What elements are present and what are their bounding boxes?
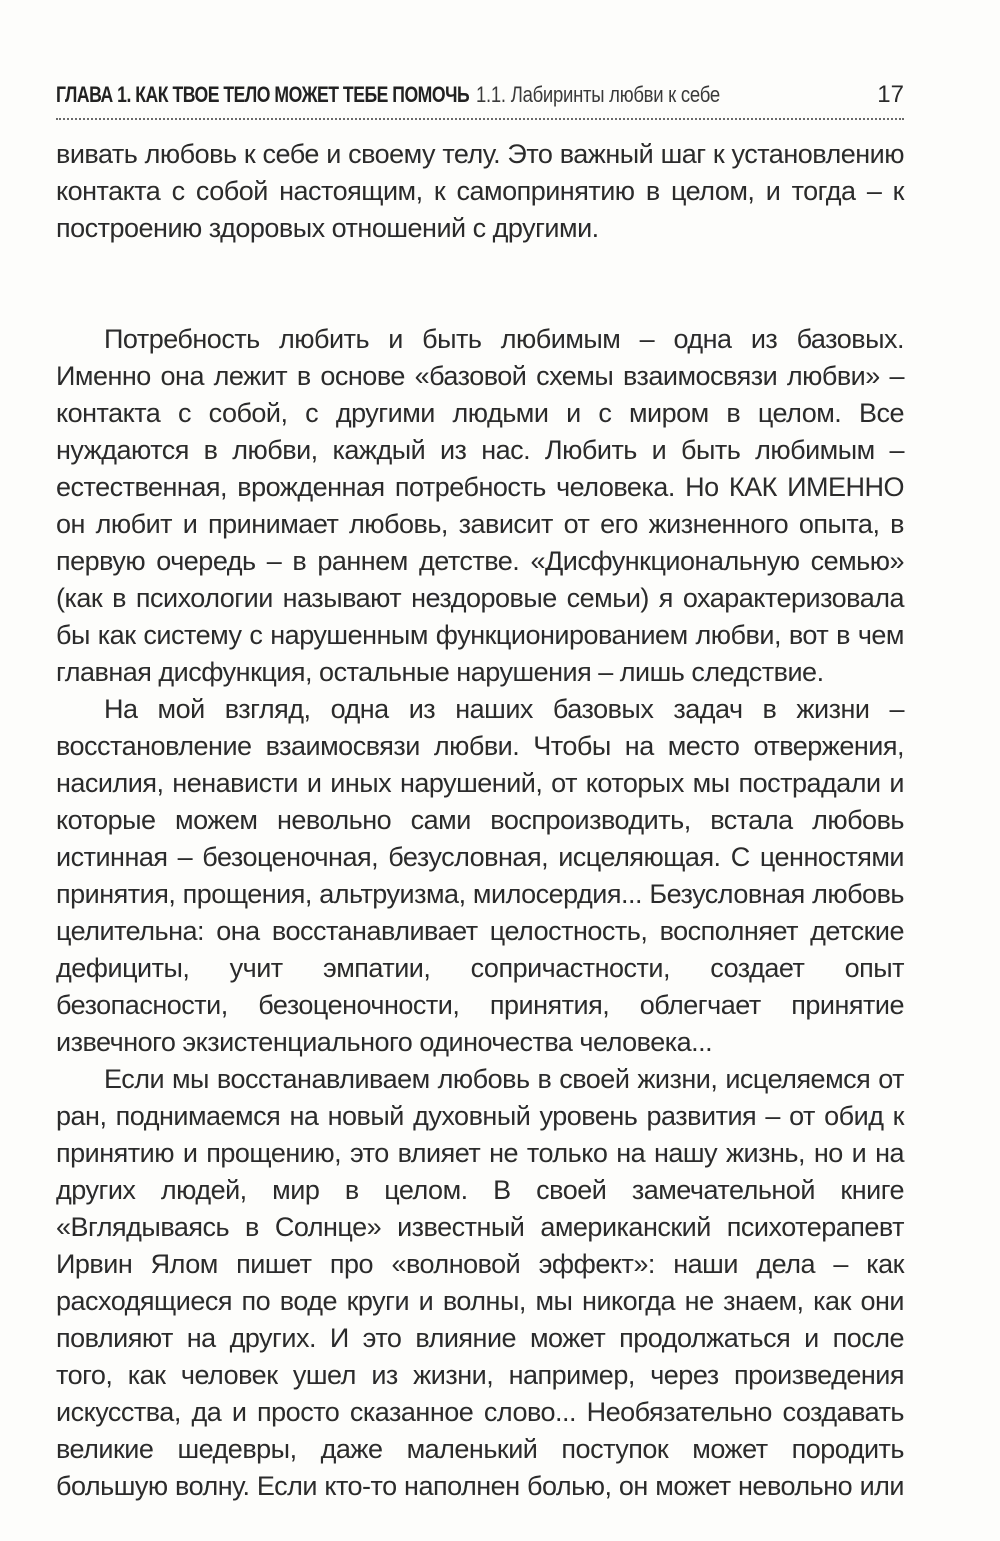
paragraph: На мой взгляд, одна из наших базовых задач в жизни – восстановление взаимосвязи любви. Чтобы на место отвержения, насилия, ненависти и иных нарушений, от которых мы пострадали и которые можем невольно сами воспроизводить, встала любовь истинная – безоценочная, безусловная, исцеляющая. С ценностями принятия, прощения, альтруизма, милосердия... Безусловная любовь целительна: она восстанавливает целостность, восполняет детские дефициты, учит эмпатии, сопричастности, создает опыт безопасности, безоценочности, принятия, облегчает принятие извечного экзистенциального одиночества человека... [56, 694, 904, 1057]
chapter-title: ГЛАВА 1. КАК ТВОЕ ТЕЛО МОЖЕТ ТЕБЕ ПОМОЧЬ [56, 82, 470, 107]
body-text [56, 136, 904, 1505]
paragraph-continuation: вивать любовь к себе и своему телу. Это важный шаг к установлению контакта с собой настоящим, к самопринятию в целом, и тогда – к построению здоровых отношений с другими. [56, 139, 904, 243]
paragraph: Потребность любить и быть любимым – одна из базовых. Именно она лежит в основе «базовой схемы взаимосвязи любви» – контакта с собой, с другими людьми и с миром в целом. Все нуждаются в любви, каждый из нас. Любить и быть любимым – естественная, врожденная потребность человека. Но КАК ИМЕННО он любит и принимает любовь, зависит от его жизненного опыта, в первую очередь – в раннем детстве. «Дисфункциональную семью» (как в психологии называют нездоровые семьи) я охарактеризовала бы как систему с нарушенным функционированием любви, вот в чем главная дисфункция, остальные нарушения – лишь следствие. [56, 324, 904, 687]
paragraph: Если мы восстанавливаем любовь в своей жизни, исцеляемся от ран, поднимаемся на новый духовный уровень развития – от обид к принятию и прощению, это влияет не только на нашу жизнь, но и на других людей, мир в целом. В своей замечательной книге «Вглядываясь в Солнце» известный американский психотерапевт Ирвин Ялом пишет про «волновой эффект»: наши дела – как расходящиеся по воде круги и волны, мы никогда не знаем, как они повлияют на других. И это влияние может продолжаться и после того, как человек ушел из жизни, например, через произведения искусства, да и просто сказанное слово... Необязательно создавать великие шедевры, даже маленький поступок может породить большую волну. Если кто-то наполнен болью, он может невольно или [56, 1064, 904, 1501]
section-break [56, 247, 904, 321]
page-number: 17 [877, 81, 904, 108]
running-head [56, 78, 904, 120]
section-title: 1.1. Лабиринты любви к себе [476, 82, 720, 107]
